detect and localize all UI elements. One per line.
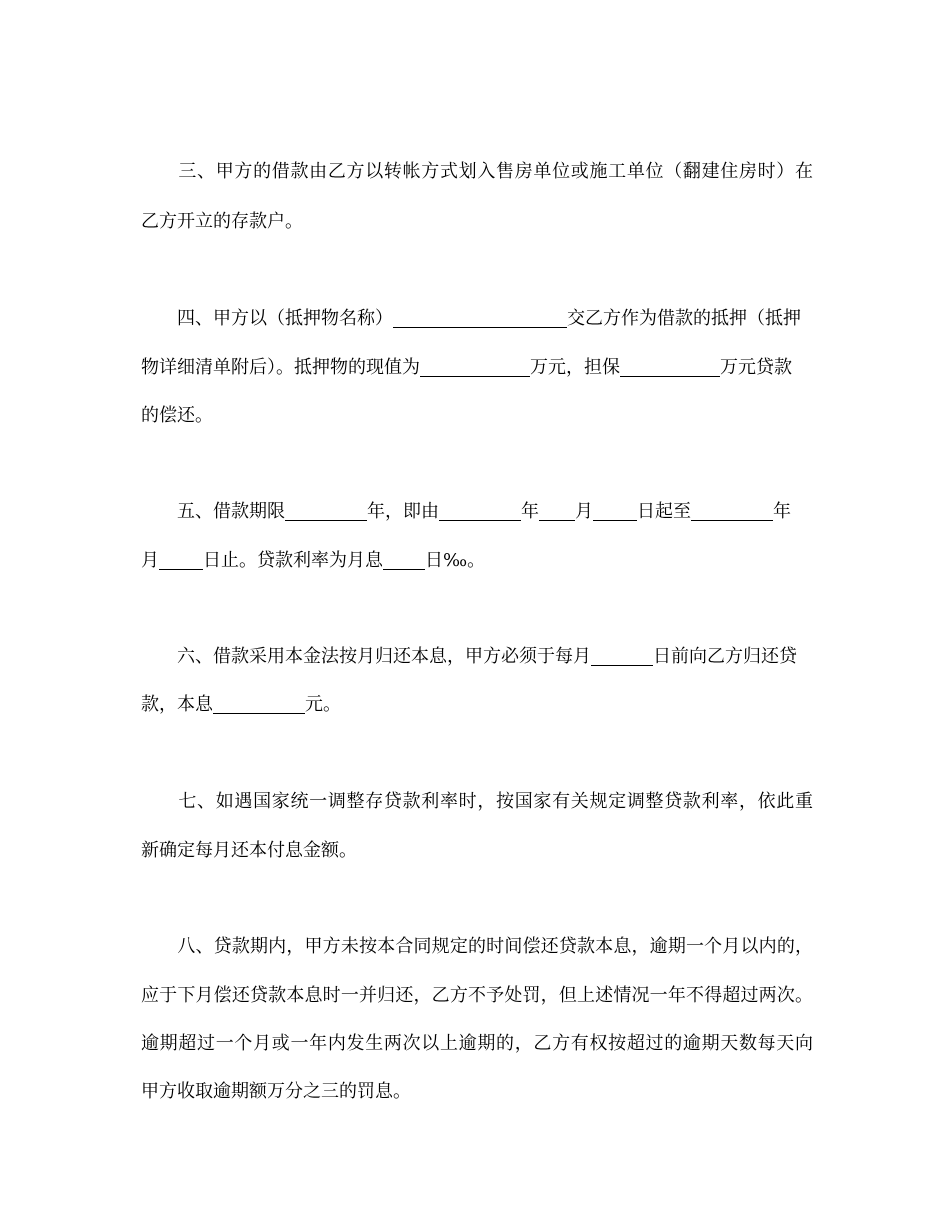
clause-5-text: 五、借款期限: [141, 501, 285, 522]
repayment-day-blank: [591, 647, 653, 666]
clause-6-line-1: [141, 645, 813, 669]
clause-4-line-3: 的偿还。: [141, 405, 213, 426]
collateral-value-blank: [420, 358, 530, 377]
clause-5-text: 年: [773, 501, 791, 522]
clause-6-line-2: [141, 693, 813, 717]
end-day-blank: [159, 551, 203, 570]
clause-8-line-4: 甲方收取逾期额万分之三的罚息。: [141, 1081, 411, 1102]
clause-4-text: 四、甲方以（抵押物名称）: [141, 308, 393, 329]
end-year-blank: [691, 502, 773, 521]
clause-6-text: 日前向乙方归还贷: [653, 646, 797, 667]
clause-5-text: 日止。贷款利率为月息: [203, 550, 383, 571]
clause-5-line-2: [141, 549, 813, 573]
start-year-blank: [439, 502, 521, 521]
clause-5-text: 月: [141, 550, 159, 571]
clause-4-line-2: [141, 356, 813, 380]
clause-4-line-1: [141, 307, 813, 331]
clause-5-line-1: [141, 500, 813, 524]
clause-8-line-1: 八、贷款期内，甲方未按本合同规定的时间偿还贷款本息，逾期一个月以内的，: [141, 936, 813, 957]
clause-5-text: 月: [575, 501, 593, 522]
start-month-blank: [539, 502, 575, 521]
clause-3-line-1: 三、甲方的借款由乙方以转帐方式划入售房单位或施工单位（翻建住房时）在: [141, 161, 813, 182]
clause-3-line-2: 乙方开立的存款户。: [141, 211, 303, 232]
clause-6-text: 元。: [305, 694, 341, 715]
clause-5-text: 日起至: [637, 501, 691, 522]
clause-5-text: 年: [521, 501, 539, 522]
clause-8-line-2: 应于下月偿还贷款本息时一并归还，乙方不予处罚，但上述情况一年不得超过两次。: [141, 985, 813, 1006]
clause-6-text: 六、借款采用本金法按月归还本息，甲方必须于每月: [141, 646, 591, 667]
monthly-rate-blank: [383, 551, 425, 570]
clause-4-text: 万元贷款: [720, 357, 792, 378]
clause-8-line-3: 逾期超过一个月或一年内发生两次以上逾期的，乙方有权按超过的逾期天数每天向: [141, 1033, 813, 1054]
installment-amount-blank: [213, 695, 305, 714]
clause-7-line-1: 七、如遇国家统一调整存贷款利率时，按国家有关规定调整贷款利率，依此重: [141, 791, 813, 812]
start-day-blank: [593, 502, 637, 521]
clause-4-text: 物详细清单附后）。抵押物的现值为: [141, 357, 420, 378]
guaranteed-amount-blank: [620, 358, 720, 377]
loan-term-years-blank: [285, 502, 367, 521]
clause-5-text: 日‰。: [425, 550, 486, 571]
clause-4-text: 万元，担保: [530, 357, 620, 378]
clause-4-text: 交乙方作为借款的抵押（抵押: [567, 308, 801, 329]
clause-5-text: 年，即由: [367, 501, 439, 522]
clause-6-text: 款，本息: [141, 694, 213, 715]
collateral-name-blank: [393, 309, 567, 328]
clause-7-line-2: 新确定每月还本付息金额。: [141, 840, 357, 861]
